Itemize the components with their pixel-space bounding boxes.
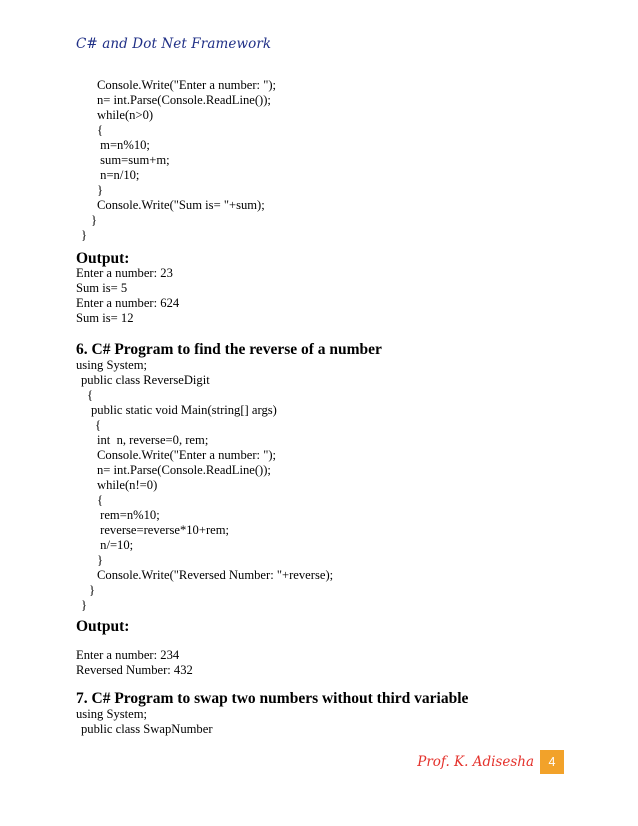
code-line: public static void Main(string[] args)	[91, 403, 277, 417]
code-line: while(n!=0)	[97, 478, 158, 492]
code-line: reverse=reverse*10+rem;	[97, 523, 230, 537]
output-line: Enter a number: 624	[76, 296, 180, 310]
code-line: {	[97, 493, 104, 507]
code-line: }	[89, 583, 96, 597]
code-line: }	[81, 228, 88, 242]
code-line: }	[91, 213, 98, 227]
code-line: {	[97, 123, 104, 137]
output-heading: Output:	[76, 618, 130, 635]
code-line: }	[81, 598, 88, 612]
output-heading: Output:	[76, 250, 130, 267]
footer-author: Prof. K. Adisesha	[417, 754, 534, 770]
output-line: Reversed Number: 432	[76, 663, 193, 677]
output-line: Enter a number: 234	[76, 648, 180, 662]
code-line: n=n/10;	[97, 168, 140, 182]
code-line: n= int.Parse(Console.ReadLine());	[97, 93, 271, 107]
output-line: Sum is= 5	[76, 281, 128, 295]
code-line: m=n%10;	[97, 138, 150, 152]
section-heading-reverse-number: 6. C# Program to find the reverse of a number	[76, 341, 382, 358]
code-line: Console.Write("Enter a number: ");	[97, 78, 277, 92]
code-line: Console.Write("Enter a number: ");	[97, 448, 277, 462]
code-line: public class SwapNumber	[81, 722, 213, 736]
page-number-badge: 4	[540, 750, 564, 774]
output-line: Sum is= 12	[76, 311, 134, 325]
document-header-title: C# and Dot Net Framework	[76, 36, 272, 52]
code-line: sum=sum+m;	[97, 153, 170, 167]
code-line: using System;	[76, 358, 148, 372]
code-line: n= int.Parse(Console.ReadLine());	[97, 463, 271, 477]
code-line: {	[95, 418, 102, 432]
code-line: Console.Write("Sum is= "+sum);	[97, 198, 265, 212]
code-line: int n, reverse=0, rem;	[97, 433, 209, 447]
code-line: {	[87, 388, 94, 402]
code-line: rem=n%10;	[97, 508, 160, 522]
code-line: }	[97, 183, 104, 197]
code-line: while(n>0)	[97, 108, 154, 122]
code-line: n/=10;	[97, 538, 134, 552]
code-line: public class ReverseDigit	[81, 373, 210, 387]
code-line: using System;	[76, 707, 148, 721]
output-line: Enter a number: 23	[76, 266, 173, 280]
code-line: Console.Write("Reversed Number: "+reverse);	[97, 568, 334, 582]
code-line: }	[97, 553, 104, 567]
section-heading-swap-numbers: 7. C# Program to swap two numbers without third variable	[76, 690, 469, 707]
